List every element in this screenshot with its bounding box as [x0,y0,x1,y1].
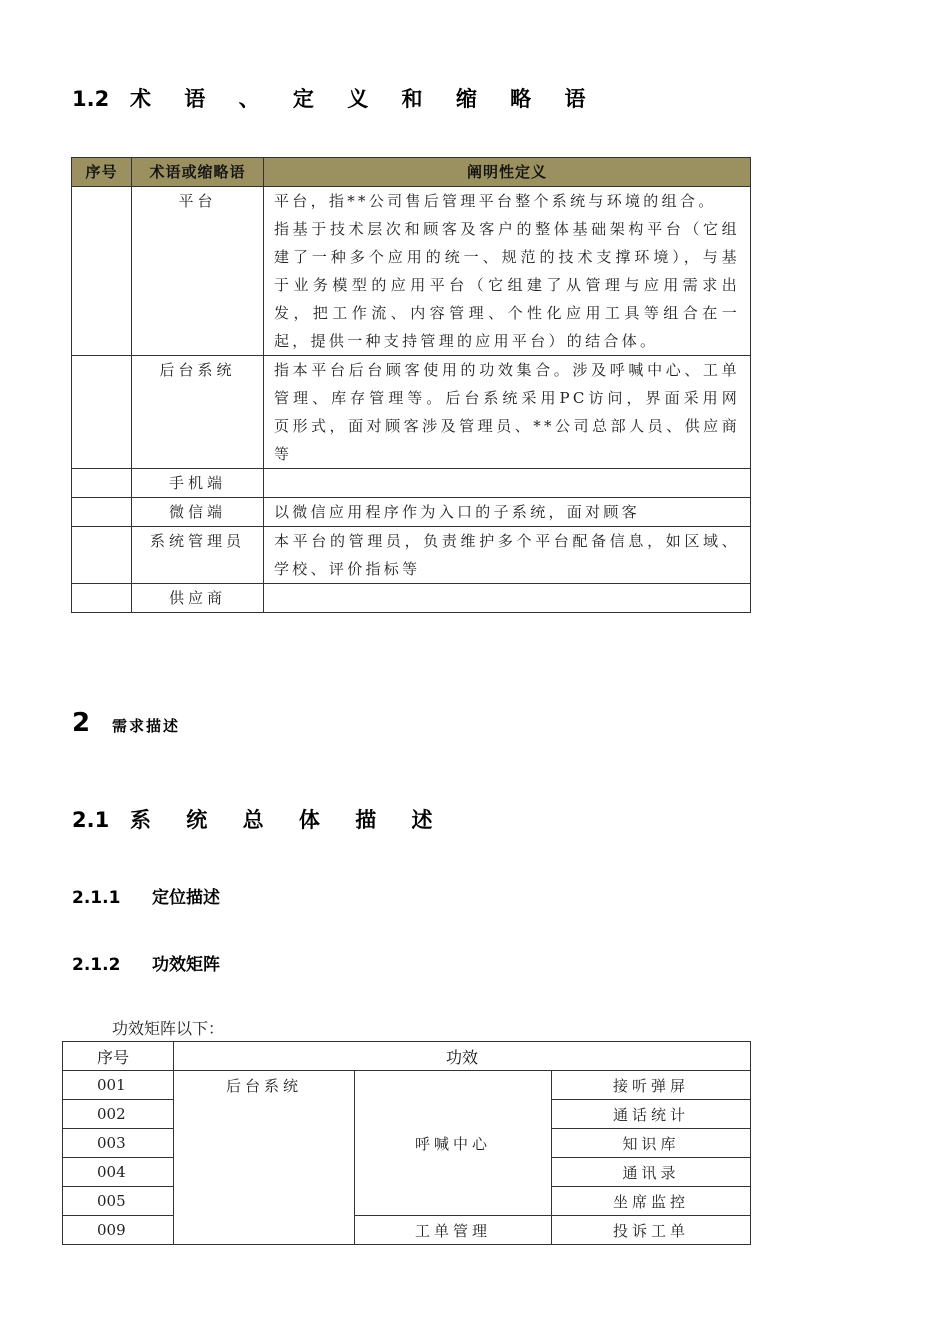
feature-cell: 投诉工单 [552,1216,751,1245]
header-definition: 阐明性定义 [264,158,751,187]
row-definition: 本平台的管理员，负责维护多个平台配备信息，如区域、学校、评价指标等 [264,527,751,584]
module-cell: 呼喊中心 [355,1071,552,1216]
section-title: 定位描述 [152,888,220,908]
definition-paragraph: 平台，指**公司售后管理平台整个系统与环境的组合。 [274,192,717,210]
section-title: 术 语 、 定 义 和 缩 略 语 [130,87,599,111]
section-1-2-heading [72,83,599,113]
row-seq: 009 [63,1216,174,1245]
row-term: 后台系统 [132,356,264,469]
definition-paragraph: 指基于技术层次和顾客及客户的整体基础架构平台（它组建了一种多个应用的统一、规范的技术支撑环境），与基于业务模型的应用平台（它组建了从管理与应用需求出发，把工作流、内容管理、个性化应用工具等组合在一起，提供一种支持管理的应用平台）的结合体。 [274,220,740,350]
section-number: 2.1.2 [72,955,121,975]
terms-table [71,157,751,613]
section-2-1-heading [72,804,447,834]
section-2-1-2-heading [72,950,220,975]
row-term: 微信端 [132,498,264,527]
module-cell: 工单管理 [355,1216,552,1245]
row-definition [264,469,751,498]
row-term: 系统管理员 [132,527,264,584]
row-term: 供应商 [132,584,264,613]
section-2-1-1-heading [72,883,220,908]
feature-cell: 通话统计 [552,1100,751,1129]
row-definition [264,584,751,613]
row-seq: 001 [63,1071,174,1100]
row-term: 手机端 [132,469,264,498]
function-matrix-table [62,1041,751,1245]
definition-paragraph: 指本平台后台顾客使用的功效集合。涉及呼喊中心、工单管理、库存管理等。后台系统采用PC访问，界面采用网页形式，面对顾客涉及管理员、**公司总部人员、供应商等 [274,361,740,463]
table-row [72,498,751,527]
matrix-intro: 功效矩阵以下： [112,1019,225,1038]
section-2-heading [72,708,180,738]
feature-cell: 坐席监控 [552,1187,751,1216]
row-seq [72,469,132,498]
table-header-row [63,1042,751,1071]
row-seq [72,498,132,527]
row-definition [264,356,751,469]
section-number: 2.1 [72,808,110,832]
table-row [72,527,751,584]
row-seq [72,356,132,469]
row-seq: 005 [63,1187,174,1216]
table-row [63,1216,751,1245]
system-cell: 后台系统 [174,1071,355,1245]
row-definition: 以微信应用程序作为入口的子系统，面对顾客 [264,498,751,527]
feature-cell: 接听弹屏 [552,1071,751,1100]
section-number: 1.2 [72,87,110,111]
section-title: 需求描述 [112,717,181,735]
section-title: 功效矩阵 [152,955,220,975]
header-function: 功效 [174,1042,751,1071]
table-row [72,187,751,356]
row-seq: 003 [63,1129,174,1158]
section-number: 2 [72,708,91,738]
table-header-row [72,158,751,187]
section-title: 系 统 总 体 描 述 [130,808,447,832]
table-row [72,356,751,469]
row-term: 平台 [132,187,264,356]
row-seq [72,584,132,613]
section-number: 2.1.1 [72,888,121,908]
table-row [63,1071,751,1100]
header-seq: 序号 [63,1042,174,1071]
header-term: 术语或缩略语 [132,158,264,187]
table-row [72,469,751,498]
table-row [72,584,751,613]
row-definition [264,187,751,356]
row-seq [72,187,132,356]
row-seq: 004 [63,1158,174,1187]
row-seq: 002 [63,1100,174,1129]
row-seq [72,527,132,584]
feature-cell: 知识库 [552,1129,751,1158]
header-seq: 序号 [72,158,132,187]
feature-cell: 通讯录 [552,1158,751,1187]
